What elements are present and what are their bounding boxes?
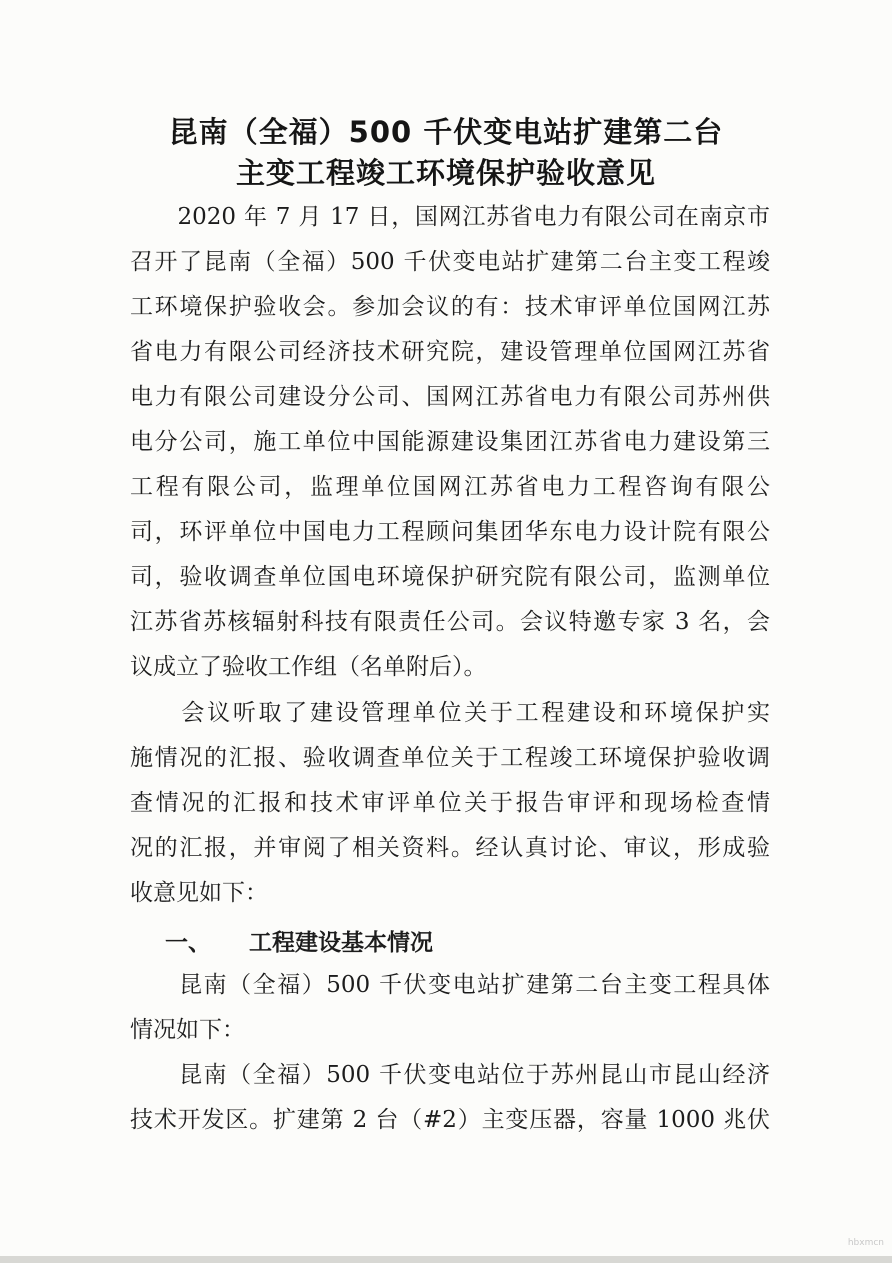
paragraph-line: 收意见如下： — [130, 880, 268, 906]
paragraph-line: 省电力有限公司经济技术研究院，建设管理单位国网江苏省 — [130, 339, 770, 365]
paragraph-line: 况的汇报，并审阅了相关资料。经认真讨论、审议，形成验 — [130, 835, 770, 861]
paragraph-line: 昆南（全福）500 千伏变电站扩建第二台主变工程具体 — [130, 972, 770, 998]
paragraph-line: 电力有限公司建设分公司、国网江苏省电力有限公司苏州供 — [130, 384, 770, 410]
paragraph-line: 工环境保护验收会。参加会议的有：技术审评单位国网江苏 — [130, 294, 770, 320]
paragraph-line: 会议听取了建设管理单位关于工程建设和环境保护实 — [130, 700, 770, 726]
paragraph-line: 昆南（全福）500 千伏变电站位于苏州昆山市昆山经济 — [130, 1062, 770, 1088]
section-heading — [165, 924, 433, 957]
paragraph-line: 2020 年 7 月 17 日，国网江苏省电力有限公司在南京市 — [130, 204, 770, 230]
section-number: 一、 — [165, 930, 211, 956]
paragraph-line: 工程有限公司，监理单位国网江苏省电力工程咨询有限公 — [130, 474, 770, 500]
paragraph-line: 司，验收调查单位国电环境保护研究院有限公司，监测单位 — [130, 564, 770, 590]
section-title: 工程建设基本情况 — [249, 930, 433, 956]
paragraph-line: 技术开发区。扩建第 2 台（#2）主变压器，容量 1000 兆伏 — [130, 1107, 770, 1133]
paragraph-line: 江苏省苏核辐射科技有限责任公司。会议特邀专家 3 名，会 — [130, 609, 770, 635]
document-title-line-2: 主变工程竣工环境保护验收意见 — [235, 156, 656, 190]
paragraph-line: 议成立了验收工作组（名单附后）。 — [130, 654, 487, 680]
paragraph-line: 查情况的汇报和技术审评单位关于报告审评和现场检查情 — [130, 790, 770, 816]
paragraph-line: 召开了昆南（全福）500 千伏变电站扩建第二台主变工程竣 — [130, 249, 770, 275]
watermark-text: hbxmcn — [847, 1238, 884, 1248]
paragraph-line: 电分公司，施工单位中国能源建设集团江苏省电力建设第三 — [130, 429, 770, 455]
paragraph-line: 施情况的汇报、验收调查单位关于工程竣工环境保护验收调 — [130, 745, 770, 771]
document-title-line-1: 昆南（全福）500 千伏变电站扩建第二台 — [168, 115, 724, 149]
paragraph-line: 司，环评单位中国电力工程顾问集团华东电力设计院有限公 — [130, 519, 770, 545]
scan-bottom-edge — [0, 1256, 892, 1263]
paragraph-line: 情况如下： — [130, 1017, 245, 1043]
